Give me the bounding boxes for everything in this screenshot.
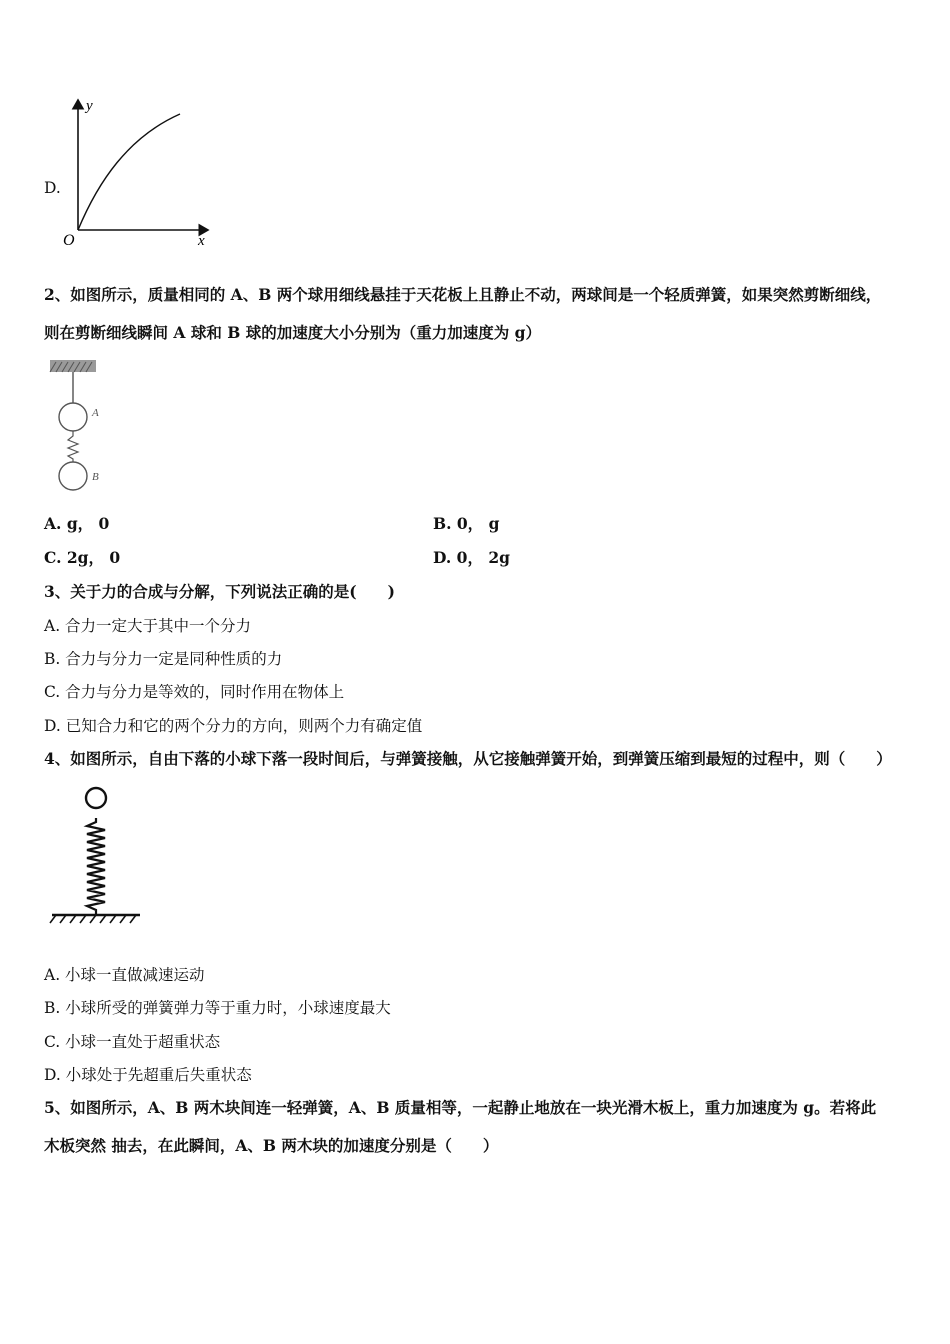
q2-option-d: D. 0， 2g [433, 548, 510, 567]
q4-figure [44, 780, 154, 940]
falling-ball [86, 788, 106, 808]
q1-option-d-graph [58, 92, 218, 252]
q2-option-b: B. 0， g [433, 514, 500, 533]
q2-stem-line2: 则在剪断细线瞬间 A 球和 B 球的加速度大小分别为（重力加速度为 g） [44, 323, 541, 342]
origin-label: O [63, 232, 75, 249]
ball-a-label: A [92, 407, 99, 419]
q4-option-b: B. 小球所受的弹簧弹力等于重力时，小球速度最大 [44, 999, 391, 1017]
q3-option-d: D. 已知合力和它的两个分力的方向，则两个力有确定值 [44, 717, 423, 735]
q4-option-a: A. 小球一直做减速运动 [44, 966, 205, 984]
x-axis-label: x [198, 233, 205, 249]
q1-option-d-label: D. [44, 179, 61, 197]
y-axis-label: y [86, 98, 93, 114]
graph-curve [78, 114, 180, 230]
q2-figure [44, 356, 124, 496]
q3-option-c: C. 合力与分力是等效的，同时作用在物体上 [44, 683, 345, 701]
q5-stem-line1: 5、如图所示，A、B 两木块间连一轻弹簧，A、B 质量相等，一起静止地放在一块光滑木板上，重力加速度为 g。若将此 [44, 1098, 877, 1117]
q2-option-a: A. g， 0 [44, 514, 110, 533]
spring [68, 431, 78, 462]
spring [87, 818, 105, 915]
q4-option-d: D. 小球处于先超重后失重状态 [44, 1066, 252, 1084]
q5-stem-line2: 木板突然 抽去，在此瞬间，A、B 两木块的加速度分别是（ ） [44, 1136, 499, 1155]
q4-option-c: C. 小球一直处于超重状态 [44, 1033, 221, 1051]
q3-option-b: B. 合力与分力一定是同种性质的力 [44, 650, 283, 668]
ball-a [59, 403, 87, 431]
q3-stem: 3、关于力的合成与分解，下列说法正确的是( ) [44, 582, 395, 601]
q3-option-a: A. 合力一定大于其中一个分力 [44, 617, 252, 635]
ball-b-label: B [92, 471, 99, 483]
q2-stem-line1: 2、如图所示，质量相同的 A、B 两个球用细线悬挂于天花板上且静止不动，两球间是一个轻质弹簧，如果突然剪断细线， [44, 285, 882, 304]
q2-option-c: C. 2g， 0 [44, 548, 121, 567]
ball-b [59, 462, 87, 490]
q4-stem: 4、如图所示，自由下落的小球下落一段时间后，与弹簧接触，从它接触弹簧开始，到弹簧压缩到最短的过程中，则（ ） [44, 749, 892, 768]
